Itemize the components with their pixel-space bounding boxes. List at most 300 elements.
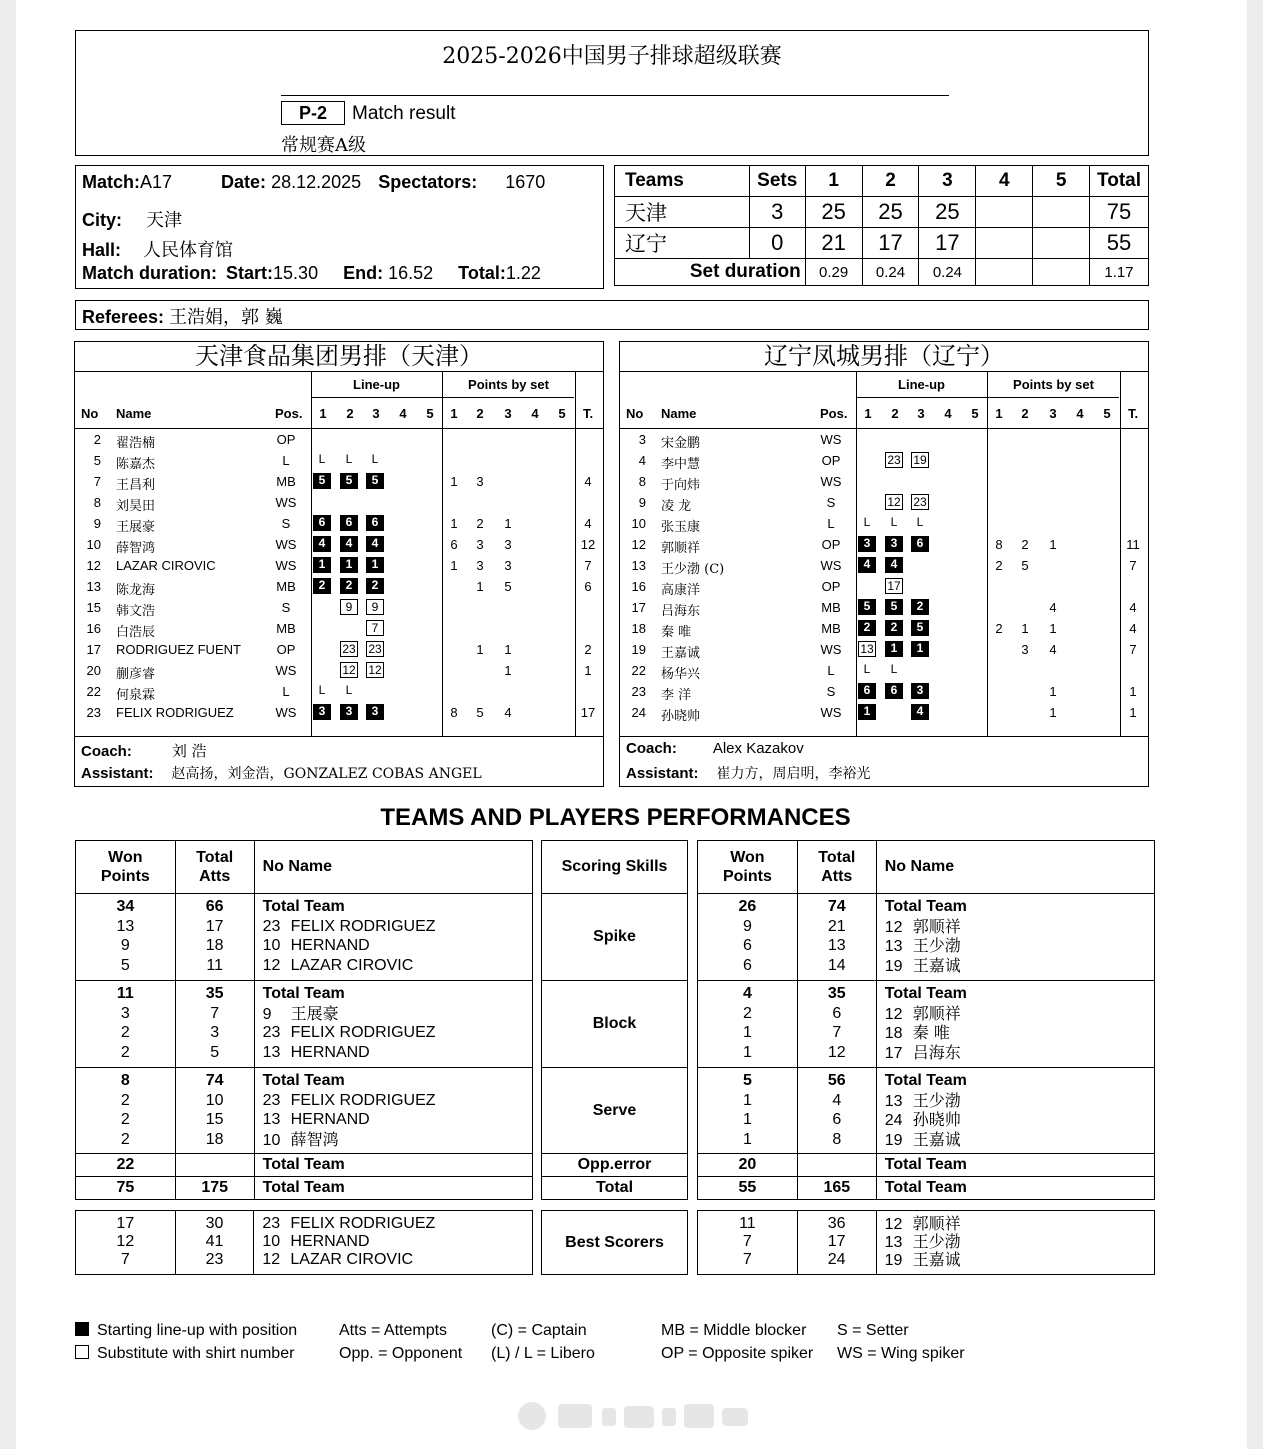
- player-entry: [255, 917, 532, 937]
- player-name: FELIX RODRIGUEZ: [290, 1091, 436, 1109]
- scorer-entry: [254, 1233, 532, 1251]
- col-total: T.: [1127, 406, 1139, 421]
- col-name: Name: [116, 406, 152, 421]
- scorer-entry: [877, 1251, 1154, 1269]
- player-won-points: 1: [742, 1043, 752, 1061]
- skill-best-scorers: Best Scorers: [542, 1211, 688, 1275]
- player-won-points: 2: [120, 1111, 130, 1128]
- player-atts: 18: [205, 937, 224, 954]
- score-row-away: [615, 228, 1149, 259]
- lineup-marker: 1: [340, 557, 358, 573]
- player-position: WS: [820, 474, 842, 489]
- lineup-marker: 5: [911, 620, 929, 636]
- skill-block-spike: [698, 894, 1155, 981]
- end-label: End:: [343, 263, 384, 283]
- player-position: WS: [275, 558, 297, 573]
- hall-value: 人民体育馆: [143, 240, 234, 261]
- won-column: [76, 894, 176, 981]
- player-total-points: 4: [584, 516, 592, 531]
- player-number: 16: [86, 621, 101, 636]
- home-best-scorers: [75, 1210, 533, 1275]
- total-team-label: Total Team: [254, 1177, 532, 1200]
- away-performance-table: [697, 840, 1155, 1200]
- set-points: 3: [476, 537, 484, 552]
- player-name: 郭顺祥: [912, 916, 961, 936]
- player-row: [620, 535, 1148, 556]
- lineup-marker: 6: [340, 515, 358, 531]
- player-number: 13: [884, 1234, 903, 1251]
- player-position: MB: [821, 600, 841, 615]
- set-points: 4: [1049, 600, 1057, 615]
- lineup-marker: 6: [885, 683, 903, 699]
- duration-label: Match duration:: [82, 263, 217, 283]
- player-position: WS: [820, 432, 842, 447]
- lineup-marker: 23: [340, 641, 358, 657]
- total-time: 1.22: [505, 263, 541, 283]
- col-no: No: [626, 406, 644, 421]
- col-lineup-set: 2: [891, 406, 899, 421]
- score-cell: 25: [919, 197, 976, 228]
- won-points-header: [698, 841, 798, 894]
- lineup-marker: L: [890, 515, 898, 529]
- lineup-marker: 2: [911, 599, 929, 615]
- player-row: [75, 451, 603, 472]
- team-name-cell: 天津: [615, 197, 750, 228]
- team-won-points: 26: [738, 898, 757, 915]
- col-lineup-set: 4: [399, 406, 407, 421]
- player-atts: 11: [206, 956, 223, 974]
- scorer-points: 17: [116, 1215, 135, 1232]
- scorer-entry: [254, 1215, 532, 1233]
- player-name: 薛智鸿: [290, 1129, 339, 1149]
- skills-header: Scoring Skills: [542, 841, 688, 894]
- competition-title: 2025-2026中国男子排球超级联赛: [442, 44, 782, 69]
- score-cell: [1033, 228, 1090, 259]
- home-roster: [74, 341, 604, 787]
- no-name-header-text: No Name: [262, 858, 332, 875]
- summary-row-opp: [76, 1154, 533, 1177]
- total-team-label: Total Team: [876, 1177, 1154, 1200]
- lineup-marker: 23: [366, 641, 384, 657]
- won-column: [698, 894, 798, 981]
- lineup-marker: 12: [366, 662, 384, 678]
- player-number: 22: [86, 684, 101, 699]
- player-name: 王嘉诚: [912, 1250, 961, 1269]
- performances-title: TEAMS AND PLAYERS PERFORMANCES: [380, 804, 851, 831]
- col-points-set: 1: [995, 406, 1003, 421]
- assistant-row: [626, 763, 871, 783]
- roster-bottom-rule: [620, 736, 1148, 737]
- set-points: 3: [504, 558, 512, 573]
- assistant-label: Assistant:: [626, 765, 699, 782]
- set-duration-cell: [976, 259, 1033, 286]
- score-cell: [976, 197, 1033, 228]
- team-atts: 74: [827, 898, 846, 915]
- player-number: 12: [262, 1251, 281, 1268]
- name-column: [254, 1211, 533, 1275]
- set-points: 1: [450, 474, 458, 489]
- player-name: 孙晓帅: [912, 1110, 961, 1129]
- player-number: 17: [86, 642, 101, 657]
- player-number: 13: [262, 1043, 281, 1061]
- player-entry: [255, 1110, 532, 1130]
- lineup-marker: 12: [340, 662, 358, 678]
- player-number: 17: [631, 600, 646, 615]
- player-number: 22: [631, 663, 646, 678]
- skill-spike: Spike: [542, 894, 688, 981]
- set-duration-cell: 0.24: [862, 259, 919, 286]
- assistant-label: Assistant:: [81, 765, 154, 782]
- referees-label: Referees:: [82, 307, 165, 327]
- player-entry: [877, 917, 1154, 937]
- lineup-marker: 5: [885, 599, 903, 615]
- player-won-points: 2: [742, 1004, 752, 1022]
- summary-row-total: [76, 1177, 533, 1200]
- col-points-set: 5: [558, 406, 566, 421]
- lineup-marker: 23: [911, 494, 929, 510]
- player-name: FELIX RODRIGUEZ: [290, 917, 436, 935]
- total-team-label: Total Team: [884, 985, 967, 1002]
- player-row: [620, 682, 1148, 703]
- set-points: 1: [504, 663, 512, 678]
- player-number: 15: [86, 600, 101, 615]
- legend-text: Substitute with shirt number: [97, 1345, 295, 1362]
- player-number: 20: [86, 663, 101, 678]
- roster-bottom-rule: [75, 736, 603, 737]
- won-column: [698, 1068, 798, 1154]
- col-lineup-set: 4: [944, 406, 952, 421]
- won-column: [76, 1068, 176, 1154]
- player-name: LAZAR CIROVIC: [290, 956, 414, 974]
- player-position: S: [281, 600, 291, 615]
- set-points: 3: [476, 558, 484, 573]
- city-label: City:: [82, 210, 122, 230]
- player-name: 郭顺祥: [661, 541, 701, 556]
- won-points-header: [76, 841, 176, 894]
- score-cell: 25: [805, 197, 862, 228]
- set-points: 3: [1021, 642, 1029, 657]
- total-won: 75: [76, 1177, 176, 1200]
- player-name: FELIX RODRIGUEZ: [290, 1024, 436, 1041]
- set-points: 1: [476, 579, 484, 594]
- no-name-header: [876, 841, 1154, 894]
- set-points: 1: [504, 642, 512, 657]
- score-cell: 25: [862, 197, 919, 228]
- player-row: [620, 703, 1148, 724]
- lineup-marker: 3: [911, 683, 929, 699]
- player-number: 19: [631, 642, 646, 657]
- name-column: [876, 1211, 1154, 1275]
- player-name: LAZAR CIROVIC: [116, 558, 216, 573]
- score-header-cell: Total: [1090, 166, 1149, 197]
- skill-block-serve: [76, 1068, 533, 1154]
- player-number: 23: [262, 1215, 281, 1232]
- player-position: S: [826, 495, 836, 510]
- player-position: MB: [276, 579, 296, 594]
- player-entry: [877, 956, 1154, 976]
- player-name: 陈嘉杰: [116, 457, 156, 472]
- score-header-cell: Teams: [615, 166, 750, 197]
- match-info-row-1: [82, 172, 545, 193]
- lineup-marker: 6: [313, 515, 331, 531]
- skill-block: Block: [542, 981, 688, 1068]
- match-label: Match:: [82, 172, 140, 192]
- set-points: 1: [1021, 621, 1029, 636]
- player-atts: 14: [827, 956, 846, 974]
- best-scorers-row: [76, 1211, 533, 1275]
- player-won-points: 6: [742, 937, 752, 954]
- player-atts: 18: [205, 1130, 224, 1148]
- legend-starting: [75, 1322, 297, 1340]
- total-team-label: Total Team: [876, 1154, 1154, 1177]
- duration-row: [82, 263, 541, 284]
- city-row: [82, 206, 182, 232]
- player-entry: [877, 1091, 1154, 1111]
- player-name: 刘昊田: [116, 499, 156, 514]
- legend-libero: (L) / L = Libero: [491, 1345, 595, 1362]
- player-name: HERNAND: [290, 1043, 370, 1061]
- player-total-points: 7: [584, 558, 592, 573]
- set-duration-cell: 0.29: [805, 259, 862, 286]
- legend-mb: MB = Middle blocker: [661, 1322, 807, 1339]
- player-won-points: 1: [742, 1024, 752, 1041]
- col-lineup-set: 1: [319, 406, 327, 421]
- end-time: 16.52: [388, 263, 434, 283]
- player-row: [75, 619, 603, 640]
- scorer-points: 7: [120, 1251, 130, 1268]
- won-column: [76, 1211, 176, 1275]
- player-position: MB: [276, 474, 296, 489]
- player-number: 13: [86, 579, 101, 594]
- player-atts: 17: [205, 917, 224, 935]
- total-team-label: Total Team: [884, 1072, 967, 1089]
- player-atts: 3: [210, 1024, 220, 1041]
- summary-row-opp: [698, 1154, 1155, 1177]
- lineup-marker: L: [890, 662, 898, 676]
- col-no: No: [81, 406, 99, 421]
- player-row: [75, 556, 603, 577]
- team-name-cell: 辽宁: [615, 228, 750, 259]
- set-points: 1: [1049, 684, 1057, 699]
- player-won-points: 6: [742, 956, 752, 974]
- skill-block-spike: [76, 894, 533, 981]
- player-position: MB: [276, 621, 296, 636]
- player-entry: [877, 1110, 1154, 1130]
- score-header-cell: 2: [862, 166, 919, 197]
- player-number: 8: [638, 474, 646, 489]
- player-name: LAZAR CIROVIC: [290, 1251, 414, 1268]
- col-lineup-set: 5: [971, 406, 979, 421]
- city-value: 天津: [146, 210, 182, 231]
- skill-serve: Serve: [542, 1068, 688, 1154]
- player-atts: 7: [210, 1004, 220, 1022]
- player-row: [620, 514, 1148, 535]
- total-atts-header: [175, 841, 254, 894]
- player-number: 16: [631, 579, 646, 594]
- player-number: 5: [93, 453, 101, 468]
- col-pos: Pos.: [820, 406, 848, 421]
- subheader-rule: [311, 397, 574, 398]
- set-points: 1: [476, 642, 484, 657]
- won-column: [76, 981, 176, 1068]
- player-atts: 21: [827, 917, 846, 935]
- player-name: FELIX RODRIGUEZ: [116, 705, 234, 720]
- start-label: Start:: [226, 263, 274, 283]
- performance-header-row: [698, 841, 1155, 894]
- scorer-entry: [877, 1215, 1154, 1233]
- performance-header-row: [76, 841, 533, 894]
- score-cell: [1033, 197, 1090, 228]
- player-number: 23: [262, 917, 281, 935]
- legend-text: Starting line-up with position: [97, 1322, 298, 1339]
- player-entry: [255, 1023, 532, 1043]
- player-entry: [877, 1130, 1154, 1150]
- skill-block-block: [76, 981, 533, 1068]
- hall-row: [82, 236, 233, 262]
- match-number: A17: [140, 172, 173, 192]
- won-column: [698, 1211, 798, 1275]
- team-won-points: 5: [742, 1072, 752, 1089]
- total-atts-header: [797, 841, 876, 894]
- total-label: Total:: [458, 263, 506, 283]
- player-atts: 10: [205, 1091, 224, 1109]
- player-atts: 15: [205, 1111, 224, 1128]
- start-time: 15.30: [273, 263, 319, 283]
- player-name: 王昌利: [116, 478, 156, 493]
- player-number: 12: [884, 918, 903, 936]
- player-name: 杨华兴: [661, 667, 701, 682]
- player-number: 23: [86, 705, 101, 720]
- col-points-set: 3: [504, 406, 512, 421]
- player-name: 郭顺祥: [912, 1003, 961, 1023]
- lineup-marker: L: [318, 683, 326, 697]
- total-atts: 165: [797, 1177, 876, 1200]
- player-name: FELIX RODRIGUEZ: [290, 1215, 436, 1232]
- col-lineup-set: 3: [917, 406, 925, 421]
- name-column: [876, 1068, 1154, 1154]
- lineup-marker: 5: [366, 473, 384, 489]
- player-total-points: 7: [1129, 642, 1137, 657]
- player-name: 郭顺祥: [912, 1214, 961, 1233]
- player-entry: [877, 1004, 1154, 1024]
- score-cell: 17: [862, 228, 919, 259]
- lineup-marker: 2: [313, 578, 331, 594]
- player-row: [620, 556, 1148, 577]
- atts-column: [797, 981, 876, 1068]
- lineup-marker: L: [345, 683, 353, 697]
- player-name: 蒯彦睿: [116, 667, 156, 682]
- player-name: 李中慧: [661, 457, 701, 472]
- player-name: 王展豪: [116, 520, 156, 535]
- player-number: 12: [86, 558, 101, 573]
- lineup-marker: 2: [340, 578, 358, 594]
- player-number: 23: [631, 684, 646, 699]
- score-cell: 3: [749, 197, 805, 228]
- skill-block-block: [698, 981, 1155, 1068]
- scoring-skills-column: [541, 840, 688, 1200]
- player-name: 张玉康: [661, 520, 701, 535]
- coach-row: [626, 740, 804, 757]
- legend-opp: Opp. = Opponent: [339, 1345, 463, 1362]
- scorer-atts: 24: [827, 1251, 846, 1268]
- scorer-points: 11: [739, 1215, 756, 1232]
- lineup-marker: 3: [885, 536, 903, 552]
- coach-name: 刘 浩: [171, 742, 207, 760]
- scorer-atts: 41: [205, 1233, 224, 1250]
- player-name: 王嘉诚: [661, 646, 701, 661]
- points-by-set-header: Points by set: [1013, 377, 1094, 392]
- score-header-cell: 4: [976, 166, 1033, 197]
- player-name: 凌 龙: [661, 499, 692, 514]
- summary-row-total: [698, 1177, 1155, 1200]
- player-row: [75, 661, 603, 682]
- player-position: L: [282, 684, 290, 699]
- player-row: [620, 577, 1148, 598]
- lineup-marker: 1: [366, 557, 384, 573]
- scorer-points: 12: [116, 1233, 135, 1250]
- scorer-atts: 17: [827, 1233, 846, 1250]
- score-header-cell: 5: [1033, 166, 1090, 197]
- name-column: [254, 894, 532, 981]
- team-won-points: 4: [742, 985, 752, 1002]
- lineup-marker: 5: [313, 473, 331, 489]
- player-won-points: 2: [120, 1130, 130, 1148]
- player-name: 高康洋: [661, 583, 701, 598]
- player-number: 10: [262, 937, 281, 954]
- set-points: 2: [1021, 537, 1029, 552]
- score-row-home: [615, 197, 1149, 228]
- player-position: WS: [275, 495, 297, 510]
- away-best-scorers: [697, 1210, 1155, 1275]
- player-row: [75, 682, 603, 703]
- set-points: 8: [450, 705, 458, 720]
- lineup-marker: 1: [858, 704, 876, 720]
- team-atts: 35: [205, 985, 224, 1002]
- player-name: 何泉霖: [116, 688, 156, 703]
- total-won: 55: [698, 1177, 798, 1200]
- scorer-entry: [254, 1251, 532, 1269]
- lineup-marker: 4: [858, 557, 876, 573]
- total-team-label: Total Team: [262, 898, 345, 915]
- player-number: 10: [262, 1233, 281, 1250]
- player-name: 于向炜: [661, 478, 701, 493]
- player-name: 韩文浩: [116, 604, 156, 619]
- set-duration-cell: 1.17: [1090, 259, 1149, 286]
- player-number: 9: [93, 516, 101, 531]
- lineup-marker: L: [371, 452, 379, 466]
- team-atts: 74: [205, 1072, 224, 1089]
- coach-row: [81, 740, 207, 761]
- player-name: HERNAND: [290, 1111, 370, 1128]
- player-number: 13: [262, 1111, 281, 1128]
- col-points-set: 2: [476, 406, 484, 421]
- legend-captain: (C) = Captain: [491, 1322, 587, 1339]
- atts-column: [797, 894, 876, 981]
- player-position: S: [826, 684, 836, 699]
- lineup-marker: 4: [885, 557, 903, 573]
- player-entry: [255, 1004, 532, 1024]
- total-atts-header-text: Total Atts: [818, 849, 856, 885]
- player-position: L: [827, 516, 835, 531]
- player-position: OP: [821, 453, 841, 468]
- total-team-label: Total Team: [254, 1154, 532, 1177]
- home-performance-table: [75, 840, 533, 1200]
- player-total-points: 1: [1129, 705, 1137, 720]
- won-column: [698, 981, 798, 1068]
- opp-atts: [797, 1154, 876, 1177]
- player-position: L: [827, 663, 835, 678]
- col-pos: Pos.: [275, 406, 303, 421]
